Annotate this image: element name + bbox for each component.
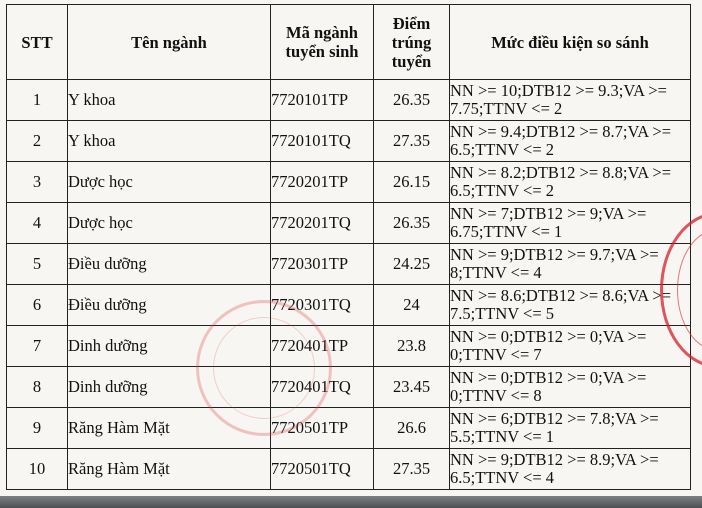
row-condition-line: 6.75;TTNV <= 1 [450, 222, 563, 241]
row-condition-cell [450, 244, 691, 285]
row-condition-line: 6.5;TTNV <= 4 [450, 468, 555, 487]
row-major-name-cell: Điều dưỡng [68, 285, 271, 326]
header-cutoff-score-line: trúng [391, 32, 432, 52]
row-condition-line: 6.5;TTNV <= 2 [450, 140, 555, 159]
row-stt-cell: 1 [7, 80, 68, 121]
row-major-code-cell: 7720501TP [271, 408, 374, 449]
table-row [7, 162, 691, 203]
row-major-code-cell: 7720301TP [271, 244, 374, 285]
row-condition-line: 7.75;TTNV <= 2 [450, 99, 563, 118]
row-major-code-cell: 7720101TQ [271, 121, 374, 162]
row-cutoff-score-cell: 24 [374, 285, 450, 326]
table-row [7, 326, 691, 367]
row-cutoff-score-cell: 26.6 [374, 408, 450, 449]
header-major-code [271, 5, 374, 80]
row-condition-line: NN >= 8.2;DTB12 >= 8.8;VA >= [450, 163, 672, 182]
row-condition-line: 6.5;TTNV <= 2 [450, 181, 555, 200]
row-condition-cell [450, 80, 691, 121]
row-major-name-cell: Dược học [68, 203, 271, 244]
row-cutoff-score-cell: 27.35 [374, 449, 450, 490]
row-condition-cell [450, 449, 691, 490]
row-condition-cell [450, 326, 691, 367]
row-condition-line: 8;TTNV <= 4 [450, 263, 542, 282]
row-stt-cell: 3 [7, 162, 68, 203]
row-major-code-cell: 7720201TP [271, 162, 374, 203]
row-major-name-cell: Dinh dưỡng [68, 367, 271, 408]
row-condition-line: NN >= 9;DTB12 >= 9.7;VA >= [450, 245, 659, 264]
admission-score-table [6, 4, 691, 490]
row-condition-line: 7.5;TTNV <= 5 [450, 304, 555, 323]
header-cutoff-score-line: Điểm [392, 13, 431, 33]
table-row [7, 367, 691, 408]
row-major-name-cell: Y khoa [68, 121, 271, 162]
row-condition-line: NN >= 9.4;DTB12 >= 8.7;VA >= [450, 122, 672, 141]
table-row [7, 449, 691, 490]
row-major-code-cell: 7720501TQ [271, 449, 374, 490]
row-stt-cell: 9 [7, 408, 68, 449]
row-stt-cell: 4 [7, 203, 68, 244]
header-major-code-line: tuyển sinh [285, 42, 359, 61]
bottom-edge-shadow [0, 496, 702, 508]
row-cutoff-score-cell: 23.8 [374, 326, 450, 367]
row-cutoff-score-cell: 26.15 [374, 162, 450, 203]
row-stt-cell: 8 [7, 367, 68, 408]
row-cutoff-score-cell: 27.35 [374, 121, 450, 162]
row-stt-cell: 10 [7, 449, 68, 490]
row-condition-cell [450, 408, 691, 449]
row-condition-cell [450, 367, 691, 408]
row-condition-line: 5.5;TTNV <= 1 [450, 427, 555, 446]
header-stt: STT [7, 5, 68, 80]
row-cutoff-score-cell: 23.45 [374, 367, 450, 408]
row-major-code-cell: 7720401TP [271, 326, 374, 367]
row-condition-cell [450, 203, 691, 244]
table-row [7, 121, 691, 162]
row-major-name-cell: Dược học [68, 162, 271, 203]
row-condition-cell [450, 121, 691, 162]
row-condition-line: NN >= 8.6;DTB12 >= 8.6;VA >= [450, 286, 672, 305]
row-major-code-cell: 7720101TP [271, 80, 374, 121]
row-condition-line: NN >= 10;DTB12 >= 9.3;VA >= [450, 81, 667, 100]
table-row [7, 285, 691, 326]
row-major-name-cell: Răng Hàm Mặt [68, 449, 271, 490]
header-major-code-line: Mã ngành [286, 23, 358, 42]
row-major-name-cell: Y khoa [68, 80, 271, 121]
row-condition-cell [450, 162, 691, 203]
row-major-name-cell: Điều dưỡng [68, 244, 271, 285]
row-condition-line: NN >= 7;DTB12 >= 9;VA >= [450, 204, 647, 223]
table-row [7, 408, 691, 449]
row-condition-cell [450, 285, 691, 326]
table-body [7, 80, 691, 490]
table-row [7, 203, 691, 244]
row-stt-cell: 6 [7, 285, 68, 326]
row-cutoff-score-cell: 26.35 [374, 80, 450, 121]
row-stt-cell: 7 [7, 326, 68, 367]
row-condition-line: NN >= 0;DTB12 >= 0;VA >= [450, 368, 647, 387]
row-major-code-cell: 7720401TQ [271, 367, 374, 408]
row-major-name-cell: Răng Hàm Mặt [68, 408, 271, 449]
table-header-row [7, 5, 691, 80]
header-comparison-condition: Mức điều kiện so sánh [450, 5, 691, 80]
row-condition-line: NN >= 0;DTB12 >= 0;VA >= [450, 327, 647, 346]
row-major-code-cell: 7720201TQ [271, 203, 374, 244]
row-cutoff-score-cell: 26.35 [374, 203, 450, 244]
row-cutoff-score-cell: 24.25 [374, 244, 450, 285]
row-stt-cell: 2 [7, 121, 68, 162]
row-condition-line: NN >= 6;DTB12 >= 7.8;VA >= [450, 409, 659, 428]
table-row [7, 244, 691, 285]
row-major-code-cell: 7720301TQ [271, 285, 374, 326]
row-condition-line: 0;TTNV <= 7 [450, 345, 542, 364]
header-cutoff-score [374, 5, 450, 80]
row-condition-line: 0;TTNV <= 8 [450, 386, 542, 405]
header-major-name: Tên ngành [68, 5, 271, 80]
table-row [7, 80, 691, 121]
row-stt-cell: 5 [7, 244, 68, 285]
header-cutoff-score-line: tuyển [391, 51, 432, 71]
row-major-name-cell: Dinh dưỡng [68, 326, 271, 367]
row-condition-line: NN >= 9;DTB12 >= 8.9;VA >= [450, 450, 659, 469]
